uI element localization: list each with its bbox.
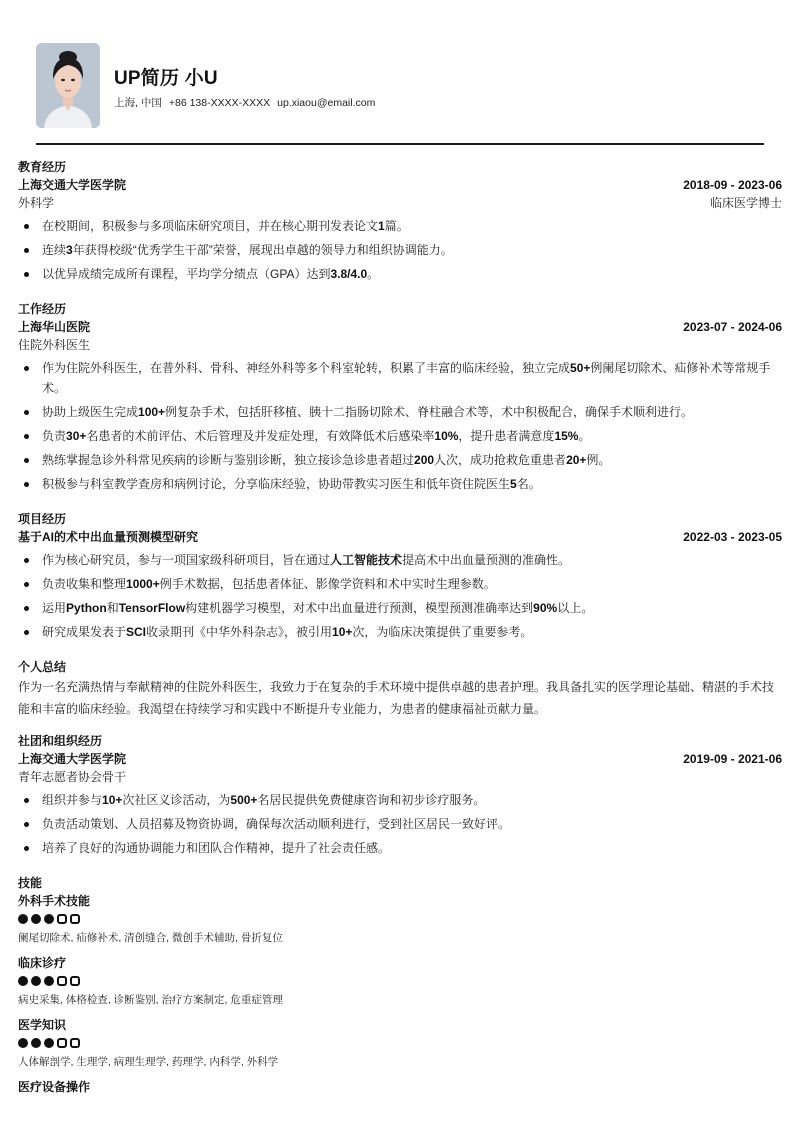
highlight-text: 20+: [566, 453, 587, 467]
highlight-text: 人工智能技术: [330, 553, 403, 567]
bullet-text: ，提升患者满意度: [458, 429, 555, 443]
filled-dot-icon: [18, 976, 28, 986]
empty-dot-icon: [70, 976, 80, 986]
highlight-text: 500+: [230, 793, 258, 807]
bullet-item: [18, 240, 782, 260]
bullet-text: 积极参与科室教学查房和病例讨论，分享临床经验，协助带教实习医生和低年资住院医生: [42, 477, 511, 491]
bullet-item: [18, 550, 782, 570]
section-title: 工作经历: [18, 302, 67, 316]
organization-section: [18, 720, 782, 858]
skill-name: 医疗设备操作: [18, 1080, 91, 1094]
project-name: 基于AI的术中出血量预测模型研究: [18, 530, 199, 544]
skill-level-rating: [18, 910, 782, 928]
skills-section: [18, 862, 782, 1096]
work-entry-header: [18, 318, 782, 336]
highlight-text: 100+: [138, 405, 166, 419]
empty-dot-icon: [70, 1038, 80, 1048]
education-bullets: [18, 216, 782, 284]
candidate-name: UP简历 小U: [114, 68, 218, 89]
filled-dot-icon: [44, 1038, 54, 1048]
bullet-text: 以优异成绩完成所有课程，平均学分绩点（GPA）达到: [42, 267, 331, 281]
skill-item: [18, 1016, 782, 1072]
organization-entry-sub: [18, 768, 782, 786]
bullet-text: 负责活动策划、人员招募及物资协调，确保每次活动顺利进行，受到社区居民一致好评。: [42, 817, 511, 831]
skill-keywords: 病史采集, 体格检查, 诊断鉴别, 治疗方案制定, 危重症管理: [18, 994, 283, 1006]
filled-dot-icon: [31, 976, 41, 986]
organization-bullets: [18, 790, 782, 858]
bullet-text: 提高术中出血量预测的准确性。: [402, 553, 571, 567]
bullet-item: [18, 598, 782, 618]
section-title: 个人总结: [18, 660, 67, 674]
bullet-text: 以上。: [557, 601, 594, 615]
skill-name: 医学知识: [18, 1018, 67, 1032]
bullet-text: 人次，成功抢救危重患者: [434, 453, 567, 467]
bullet-text: 年获得校级“优秀学生干部”荣誉，展现出卓越的领导力和组织协调能力。: [72, 243, 453, 257]
education-entry-header: [18, 176, 782, 194]
skill-keywords: 阑尾切除术, 疝修补术, 清创缝合, 微创手术辅助, 骨折复位: [18, 932, 283, 944]
bullet-item: [18, 814, 782, 834]
work-section: [18, 288, 782, 494]
bullet-text: 次，为临床决策提供了重要参考。: [352, 625, 533, 639]
bullet-text: 熟练掌握急诊外科常见疾病的诊断与鉴别诊断，独立接诊急诊患者超过: [42, 453, 415, 467]
skill-level-rating: [18, 1034, 782, 1052]
bullet-text: 连续: [42, 243, 67, 257]
school-name: 上海交通大学医学院: [18, 178, 127, 192]
education-section: [18, 144, 782, 284]
organization-role: 青年志愿者协会骨干: [18, 770, 127, 784]
bullet-item: [18, 790, 782, 810]
highlight-text: 1: [378, 219, 385, 233]
bullet-text: 作为住院外科医生，在普外科、骨科、神经外科等多个科室轮转，积累了丰富的临床经验，独立完成: [42, 361, 571, 375]
education-entry-sub: [18, 194, 782, 212]
filled-dot-icon: [31, 1038, 41, 1048]
bullet-text: 名患者的术前评估、术后管理及并发症处理，有效降低术后感染率: [86, 429, 435, 443]
bullet-text: 协助上级医生完成: [42, 405, 139, 419]
highlight-text: 1000+: [126, 577, 160, 591]
bullet-item: [18, 574, 782, 594]
bullet-text: 构建机器学习模型，对术中出血量进行预测，模型预测准确率达到: [185, 601, 534, 615]
bullet-text: 收录期刊《中华外科杂志》，被引用: [146, 625, 333, 639]
work-date: 2023-07 - 2024-06: [683, 320, 782, 334]
bullet-item: [18, 426, 782, 446]
skill-item: [18, 954, 782, 1010]
bullet-item: [18, 358, 782, 398]
bullet-item: [18, 264, 782, 284]
highlight-text: 30+: [66, 429, 87, 443]
bullet-text: 例复杂手术，包括肝移植、胰十二指肠切除术、脊柱融合术等，术中积极配合，确保手术顺利进行。: [165, 405, 694, 419]
bullet-item: [18, 216, 782, 236]
highlight-text: TensorFlow: [118, 601, 186, 615]
bullet-text: 培养了良好的沟通协调能力和团队合作精神，提升了社会责任感。: [42, 841, 391, 855]
highlight-text: 15%: [554, 429, 579, 443]
bullet-text: 作为核心研究员，参与一项国家级科研项目，旨在通过: [42, 553, 331, 567]
skill-name: 临床诊疗: [18, 956, 67, 970]
highlight-text: Python: [66, 601, 107, 615]
filled-dot-icon: [18, 914, 28, 924]
highlight-text: 200: [414, 453, 435, 467]
highlight-text: 50+: [570, 361, 591, 375]
summary-text: 作为一名充满热情与奉献精神的住院外科医生，我致力于在复杂的手术环境中提供卓越的患者护理。我具备扎实的医学理论基础、精湛的手术技能和丰富的临床经验。我渴望在持续学习和实践中不断提升专业能力，为患者的健康福祉贡献力量。: [18, 680, 775, 716]
header-divider: [36, 143, 764, 145]
project-entry-header: [18, 528, 782, 546]
highlight-text: 3.8/4.0: [330, 267, 368, 281]
resume-header: [18, 0, 782, 144]
bullet-text: 例。: [586, 453, 611, 467]
bullet-item: [18, 450, 782, 470]
organization-name: 上海交通大学医学院: [18, 752, 127, 766]
location-text: 上海, 中国: [114, 97, 162, 109]
job-title: 住院外科医生: [18, 338, 91, 352]
skill-item: [18, 1078, 782, 1096]
filled-dot-icon: [31, 914, 41, 924]
organization-entry-header: [18, 750, 782, 768]
contact-info: [114, 95, 382, 110]
skills-list: [18, 892, 782, 1096]
degree-text: 临床医学博士: [709, 196, 782, 210]
project-bullets: [18, 550, 782, 642]
bullet-item: [18, 474, 782, 494]
bullet-text: 负责: [42, 429, 67, 443]
bullet-text: 。: [578, 429, 591, 443]
phone-text: +86 138-XXXX-XXXX: [168, 97, 271, 109]
bullet-text: 。: [367, 267, 380, 281]
skill-name: 外科手术技能: [18, 894, 91, 908]
highlight-text: 10+: [102, 793, 123, 807]
filled-dot-icon: [18, 1038, 28, 1048]
empty-dot-icon: [57, 976, 67, 986]
organization-date: 2019-09 - 2021-06: [683, 752, 782, 766]
skill-level-rating: [18, 972, 782, 990]
education-date: 2018-09 - 2023-06: [683, 178, 782, 192]
major-text: 外科学: [18, 196, 55, 210]
empty-dot-icon: [70, 914, 80, 924]
bullet-item: [18, 402, 782, 422]
bullet-text: 运用: [42, 601, 67, 615]
project-section: [18, 498, 782, 642]
section-title: 社团和组织经历: [18, 734, 103, 748]
bullet-text: 例阑尾切除术、疝修补术等常规手术。: [42, 361, 771, 395]
highlight-text: 90%: [533, 601, 558, 615]
section-title: 技能: [18, 876, 43, 890]
bullet-text: 负责收集和整理: [42, 577, 127, 591]
bullet-item: [18, 622, 782, 642]
highlight-text: 3: [66, 243, 73, 257]
filled-dot-icon: [44, 914, 54, 924]
bullet-text: 名。: [516, 477, 541, 491]
profile-photo: [36, 43, 100, 128]
bullet-text: 研究成果发表于: [42, 625, 127, 639]
section-title: 教育经历: [18, 160, 67, 174]
bullet-text: 例手术数据，包括患者体征、影像学资料和术中实时生理参数。: [159, 577, 496, 591]
employer-name: 上海华山医院: [18, 320, 91, 334]
summary-section: [18, 646, 782, 720]
email-text: up.xiaou@email.com: [277, 97, 376, 109]
bullet-item: [18, 838, 782, 858]
section-title: 项目经历: [18, 512, 67, 526]
portrait-icon: [36, 43, 100, 128]
bullet-text: 和: [106, 601, 119, 615]
highlight-text: 10%: [434, 429, 459, 443]
skill-keywords: 人体解剖学, 生理学, 病理生理学, 药理学, 内科学, 外科学: [18, 1056, 279, 1068]
highlight-text: SCI: [126, 625, 147, 639]
skill-item: [18, 892, 782, 948]
work-entry-sub: [18, 336, 782, 354]
bullet-text: 在校期间，积极参与多项临床研究项目，并在核心期刊发表论文: [42, 219, 379, 233]
empty-dot-icon: [57, 914, 67, 924]
project-date: 2022-03 - 2023-05: [683, 530, 782, 544]
bullet-text: 篇。: [384, 219, 409, 233]
empty-dot-icon: [57, 1038, 67, 1048]
bullet-text: 组织并参与: [42, 793, 103, 807]
bullet-text: 次社区义诊活动，为: [122, 793, 231, 807]
filled-dot-icon: [44, 976, 54, 986]
highlight-text: 10+: [332, 625, 353, 639]
bullet-text: 名居民提供免费健康咨询和初步诊疗服务。: [257, 793, 486, 807]
highlight-text: 5: [510, 477, 517, 491]
work-bullets: [18, 358, 782, 494]
